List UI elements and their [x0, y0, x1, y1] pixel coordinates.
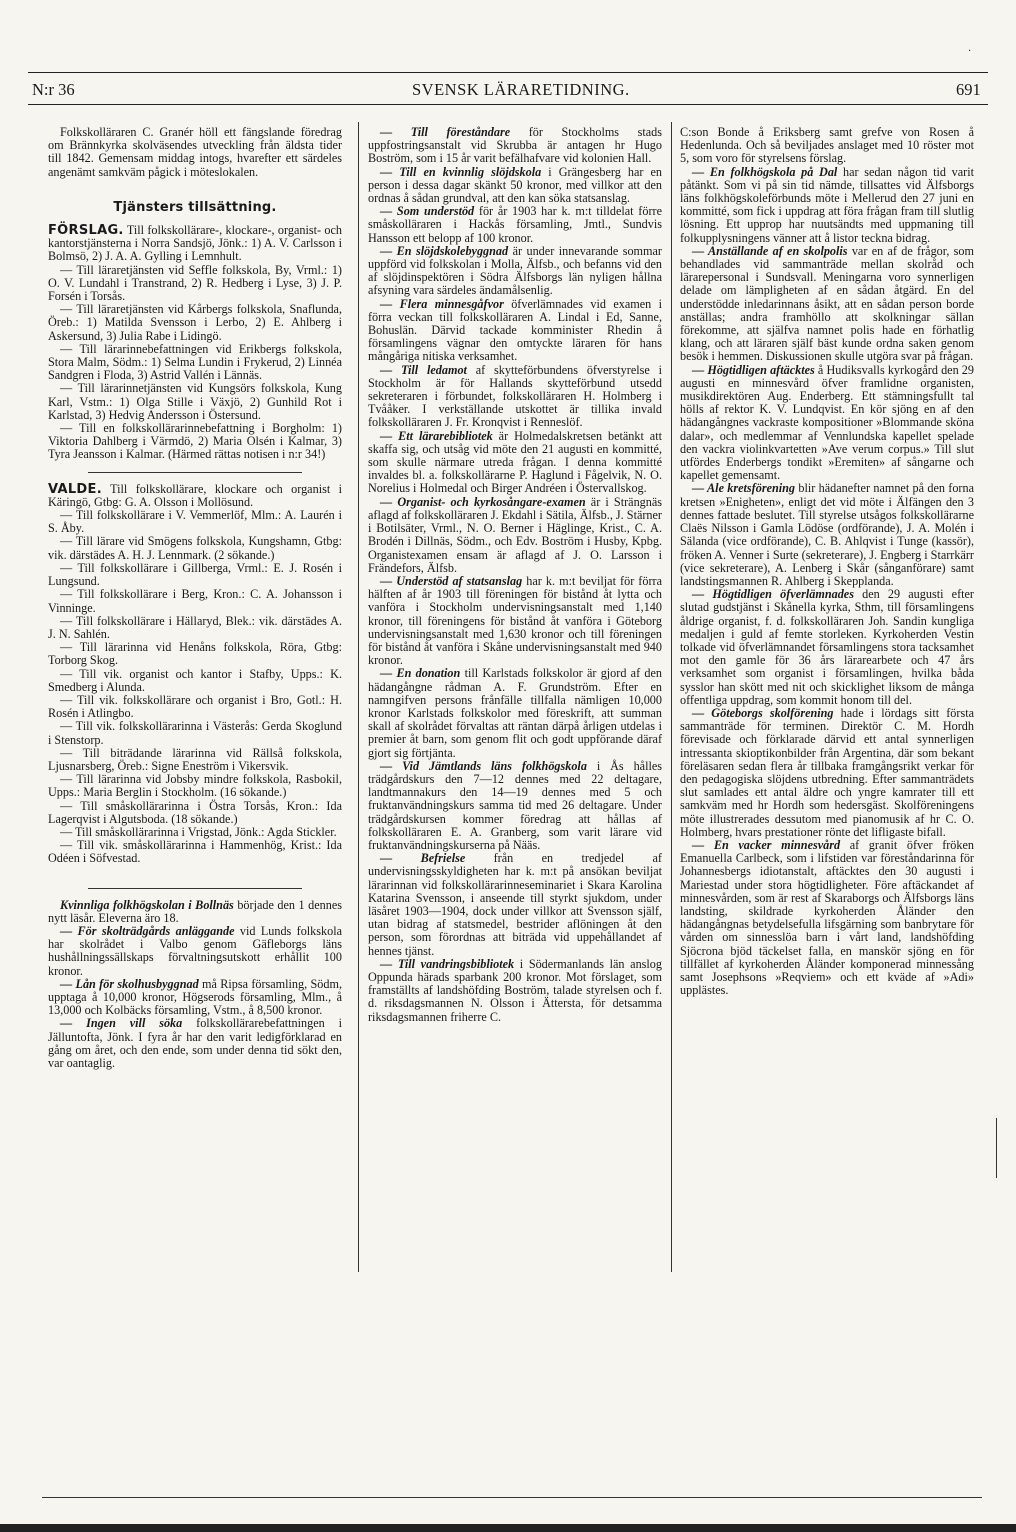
valde-item: — Till folkskollärare i V. Vemmerlöf, Mlm.: A. Laurén i S. Åby.: [48, 508, 342, 536]
notice-paragraph: [368, 667, 662, 759]
forslag-item: — Till läraretjänsten vid Seffle folkskola, By, Vrml.: 1) O. V. Lundahl i Transtrand, 2) R. Hedberg i Lyse, 3) J. P. Forsén i Torsås.: [48, 262, 342, 304]
notice-lead: — Anställande af en skolpolis: [692, 243, 848, 258]
notice-text: var en af de frågor, som behandlades vid sammanträde mellan skolråd och lärarepersonal i Sundsvall. Meningarna voro synnerligen delade om lämpligheten af en sådan åtgärd. En del understödde inledarinnans åsikt, att en sådan person borde anställas; andra framhöllo att skolkningar sällan förekomme, att själfva namnet polis hade en förhatlig klang, och att läraren själf bäst kunde ordna saken genom besök i hemmen. Diskussionen skulle utgöra svar på frågan.: [680, 243, 974, 364]
notice-lead: — Ale kretsförening: [692, 481, 796, 496]
valde-item: — Till vik. småskollärarinna i Hammenhög, Krist.: Ida Odéen i Söfvestad.: [48, 838, 342, 866]
notice-text: vid Lunds folkskola har skolrådet i Valbo genom Gäfleborgs läns hushållningssällskaps förvaltningsutskott erhållit 100 kronor.: [48, 923, 342, 978]
column-divider-1: [358, 122, 359, 1272]
notice-lead: — Högtidligen öfverlämnades: [692, 587, 854, 602]
notice-lead: — Ett lärarebibliotek: [380, 428, 493, 443]
notice-text: i Grängesberg har en person i dessa dagar skänkt 50 kronor, med villkor att den ordnas å sådan grundval, att den kan söka statsanslag.: [368, 164, 663, 206]
notice-text: är Holmedalskretsen betänkt att skaffa sig, och utsåg vid möte den 21 augusti en kommitté, som skulle närmare utreda frågan. I denna kommitté invaldes bl. a. folkskollärarne P. Haglund i Fågelvik, N. O. Norelius i Holmedal och Birger Andréen i Östervallskog.: [368, 428, 662, 496]
notice-lead: — Lån för skolhusbyggnad: [60, 976, 199, 991]
notice-lead: — Till vandringsbibliotek: [380, 956, 515, 971]
notice-text: har sedan någon tid varit påtänkt. Som vi på sin tid nämde, tillsattes vid Älfsborgs läns folkhögskoleförbunds möte i Mellerud den 27 juni en kommitté, som fick i uppdrag att föra frågan fram till slutlig lösning. Ett upprop har nuutsändts med uppmaning till folkupplysningens vänner att å listor teckna bidrag.: [680, 164, 974, 245]
notice-paragraph: [368, 958, 662, 1024]
notice-text: för år 1903 har k. m:t tilldelat förre småskolläraren i Hackås församling, Jmtl., Sundvis Hansson ett belopp af 100 kronor.: [368, 204, 662, 245]
column-1: [48, 126, 342, 1070]
notice-text: är i Strängnäs aflagd af folkskolläraren J. Ekdahl i Sätila, Älfsb., J. Stärner i Botilsäter, Vrml., N. O. Berner i Häglinge, Krist., C. A. Brodén i Dillnäs, Södm., och Edv. Boström i Husby, Kpbg. Organistexamen ensam är aflagd af J. O. Larsson i Frändefors, Älfsb.: [368, 494, 662, 575]
column-2: [368, 126, 662, 1024]
notice-text: från en tredjedel af undervisningsskyldigheten har k. m:t på ansökan beviljat lärarinnan vid folkskollärarinneseminariet i Skara Karolina Katarina Svensson, i anseende till styrkt sjukdom, under läsåret 1903—1904, dock under villkor att Svensson själf, utan bidrag af statsmedel, bestrider aflöningen åt den person, som förordnas att biträda vid uppehållandet af hennes tjänst.: [368, 851, 662, 958]
forslag-item: — Till lärarinnebefattningen vid Erikbergs folkskola, Stora Malm, Södm.: 1) Selma Lundin i Frykerud, 2) Linnéa Sandgren i Floda, 3) Astrid Vallén i Lännäs.: [48, 341, 342, 383]
notice-lead: — Flera minnesgåfvor: [380, 296, 504, 311]
notice-paragraph: [368, 575, 662, 667]
notice-paragraph: [368, 298, 662, 364]
valde-item: — Till vik. folkskollärare och organist i Bro, Gotl.: H. Rosén i Atlingbo.: [48, 692, 342, 721]
valde-item: — Till biträdande lärarinna vid Rällså folkskola, Ljusnarsberg, Öreb.: Signe Eneström i Vikersvik.: [48, 745, 342, 773]
notice-text: C:son Bonde å Eriksberg samt grefve von Rosen å Hedenlunda. Och så beviljades anslaget med 10 röster mot 5, som voro för styrelsens förslag.: [680, 125, 974, 166]
notice-text: är under innevarande sommar uppförd vid folkskolan i Molla, Älfsb., och befanns vid den af slöjdinspektören i Södra Älfsborgs län nyligen hållna afsyning vara särdeles ändamålsenlig.: [368, 243, 662, 298]
forslag-item: — Till läraretjänsten vid Kårbergs folkskola, Snaflunda, Öreb.: 1) Matilda Svensson i Lerbo, 2) E. Ahlberg i Askersund, 3) Julia Rabe i Lidingö.: [48, 302, 342, 343]
notice-paragraph: [48, 925, 342, 978]
forslag-item: Till folkskollärare-, klockare-, organist- och kantorstjänsterna i Norra Sandsjö, Jönk.: 1) A. V. Carlsson i Bolmsö, 2) J. A. A. Gylling i Lemnhult.: [48, 223, 342, 264]
notice-paragraph: [48, 1017, 342, 1070]
notice-paragraph: [368, 166, 662, 206]
notice-lead: — Som understöd: [380, 204, 475, 219]
issue-number: N:r 36: [32, 80, 75, 99]
column-divider-2: [671, 122, 672, 1272]
notice-paragraph: [368, 852, 662, 958]
notice-text: å Hudiksvalls kyrkogård den 29 augusti en minnesvård öfver framlidne organisten, musikdirektören Aug. Enderberg. Ett stämningsfullt tal hölls af rektor K. V. Lundqvist. En kör sjöng en af den hädangångnes vackraste kompositioner »Blommande sköna dalar», och medlemmar af Vennlundska kapellet spelade den vackra violinkvartetten »Ave verum corpus.» Till slut utfördes Enderbergs tondikt »Eremiten» af sångarne och kapellet gemensamt.: [680, 362, 974, 483]
notice-text: började den 1 dennes nytt läsår. Eleverna äro 18.: [48, 897, 342, 925]
notice-lead: — Ingen vill söka: [60, 1016, 183, 1031]
notice-paragraph: [368, 245, 662, 298]
section-divider: [88, 472, 302, 473]
notice-paragraph: [368, 364, 662, 430]
notice-lead: — Göteborgs skolförening: [692, 705, 834, 720]
notice-lead: — En donation: [380, 666, 461, 681]
notice-text: har k. m:t beviljat för förra hälften af år 1903 till föreningen för bistånd åt lytta och vanföra i Stockholm undervisningsanstalt med 1,140 kronor, till föreningens för bistånd åt vanföra i Göteborg undervisningsanstalt med 1,630 kronor och till föreningen för bistånd åt vanföra i Skåne undervisningsanstalt med 940 kronor.: [368, 573, 662, 668]
valde-item: Till folkskollärare, klockare och organist i Käringö, Gtbg: G. A. Olsson i Mollösund.: [48, 481, 342, 509]
valde-item: — Till folkskollärare i Gillberga, Vrml.: E. J. Rosén i Lungsund.: [48, 560, 342, 589]
notice-paragraph: [680, 166, 974, 245]
page-number: 691: [956, 80, 981, 99]
valde-item: — Till småskollärarinna i Östra Torsås, Kron.: Ida Lagerqvist i Algutsboda. (18 sökande.): [48, 798, 342, 826]
valde-item: — Till vik. organist och kantor i Stafby, Upps.: K. Smedberg i Alunda.: [48, 666, 342, 694]
notice-lead: — Understöd af statsanslag: [380, 573, 523, 588]
notice-text: i Ås hålles trädgårdskurs den 7—12 dennes med 22 deltagare, landtmannakurs den 14—19 dennes med 5 och fruktanvändningskurs samma tid med 26 deltagare. Under trädgårdskursen kommer föredrag att hållas af folkskolläraren E. A. Granberg, som varit lärare vid fruktanvändningskurserna på Nääs.: [368, 758, 663, 852]
notice-text: den 29 augusti efter slutad gudstjänst i Skånella kyrka, Sthm, till församlingens åldrige organist, f. d. folkskolläraren Joh. Sandin kungliga medaljen i guld af femte storleken. Kyrkoherden Vestin tolkade vid öfverlämnandet församlingens stora tacksamhet mot den gamle för 36 års lärarearbete och 47 års verksamhet som organist i församlingen, hvilka båda sysslor han skött med nit och skicklighet liksom de många offentliga uppdrag, som kommit honom till del.: [680, 587, 974, 707]
notice-paragraph: [48, 899, 342, 925]
notice-paragraph: [680, 245, 974, 364]
notice-text: af skytteförbundens öfverstyrelse i Stockholm är för Hallands skytteförbund utsedd sekreteraren i förbundet, folkskolläraren H. Holmberg i Tvååker. I verkställande utskottet är tillika invald folkskolläraren J. Fr. Kronqvist i Renneslöf.: [368, 362, 662, 430]
notice-lead: — Högtidligen aftäcktes: [692, 362, 815, 377]
notice-lead: — En folkhögskola på Dal: [692, 164, 838, 179]
notice-lead: — Befrielse: [380, 851, 466, 866]
notice-lead: — Vid Jämtlands läns folkhögskola: [380, 758, 587, 773]
notice-lead: — Till föreståndare: [380, 125, 511, 139]
notice-text: till Karlstads folkskolor är gjord af den hädangångne rådman A. F. Grundström. Efter en namngifven persons frånfälle tillfalla nämligen 10,000 kronor Karlstads folkskolor med föreskrift, att summan skall af skolrådet förvaltas att räntan därpå årligen utdelas i premier åt barn, som genom flit och godt uppförande däraf gjort sig förtjänta.: [368, 666, 662, 760]
valde-keyword: VALDE.: [48, 481, 102, 497]
notice-paragraph: [368, 760, 662, 852]
section-title: Tjänsters tillsättning.: [113, 199, 277, 215]
intro-paragraph: Folkskolläraren C. Granér höll ett fängslande föredrag om Brännkyrka skolväsendes utveckling från äldsta tider till 1842. Gemensam middag intogs, hvarefter ett särdeles angenämt samkväm pågick i möteslokalen.: [48, 125, 342, 179]
forslag-item: — Till lärarinnetjänsten vid Kungsörs folkskola, Kung Karl, Vstm.: 1) Olga Stille i Växjö, 2) Gunhild Rot i Karlstad, 3) Hedvig Andersson i Östersund.: [48, 381, 342, 422]
notice-lead: — Organist- och kyrkosångare-examen: [380, 494, 586, 509]
notice-paragraph: [680, 707, 974, 839]
forslag-keyword: FÖRSLAG.: [48, 223, 124, 239]
valde-item: — Till lärare vid Smögens folkskola, Kungshamn, Gtbg: vik. därstädes A. H. J. Lennmark. (2 sökande.): [48, 534, 342, 562]
notice-paragraph: [680, 588, 974, 707]
margin-line: [996, 1118, 997, 1178]
notice-text: i Södermanlands län anslog Oppunda härads sparbank 200 kronor. Mot förslaget, som framställts af landshöfding Boström, talade styrelsen och f. d. riksdagsmannen N. Olsson i Ättersta, för detsamma riksdagsmannen friherre C.: [368, 956, 662, 1024]
footer-rule: [42, 1497, 982, 1498]
notice-paragraph: [368, 496, 662, 575]
notice-lead: — En vacker minnesvård: [692, 837, 841, 852]
valde-item: — Till folkskollärare i Berg, Kron.: C. A. Johansson i Vinninge.: [48, 587, 342, 615]
notice-paragraph: [680, 482, 974, 588]
notice-lead: Kvinnliga folkhögskolan i Bollnäs: [60, 897, 234, 912]
header-bottom-rule: [28, 104, 988, 105]
valde-item: — Till lärarinna vid Henåns folkskola, Röra, Gtbg: Torborg Skog.: [48, 640, 342, 668]
forslag-paragraph: [48, 224, 342, 264]
page-corner-mark: ·: [968, 46, 972, 57]
notice-paragraph: [48, 978, 342, 1018]
notice-text: af granit öfver fröken Emanuella Carlbeck, som i lifstiden var föreståndarinna för Johannesbergs idiotanstalt, aftäcktes den 30 augusti i Mariestad under stora högtidligheter. Före aftäckandet af minnesvården, som är rest af Skaraborgs och Älfsborgs läns landsting, skildrade kyrkoherden Åländer den hädangångnas betydelsefulla lifsgärning som banbrytare för vården om sinnesslöa barn i vårt land, landshöfding Sjöcrona bjöd täckelset falla, en manskör sjöng en för tillfället af kyrkoherden Åländer komponerad minnessång samt Josephsons »Reqviem» och ett kväde af »Adi» upplästes.: [680, 837, 974, 998]
notice-paragraph: [368, 126, 662, 166]
journal-title: SVENSK LÄRARETIDNING.: [412, 80, 630, 99]
valde-item: — Till folkskollärare i Hällaryd, Blek.: vik. därstädes A. J. N. Sahlén.: [48, 613, 342, 641]
notice-paragraph: [680, 364, 974, 483]
notice-paragraph: [368, 205, 662, 245]
notice-text: för Stockholms stads uppfostringsanstalt vid Skrubba är antagen hr Hugo Boström, som i 15 år varit befälhafvare vid kolonien Hall.: [368, 125, 662, 166]
valde-item: — Till lärarinna vid Jobsby mindre folkskola, Rasbokil, Upps.: Maria Berglin i Stockholm. (16 sökande.): [48, 772, 342, 800]
forslag-item: — Till en folkskollärarinnebefattning i Borgholm: 1) Viktoria Dahlberg i Värmdö, 2) Maria Olsén i Kalmar, 3) Tyra Jeansson i Kalmar. (Härmed rättas notisen i n:r 34!): [48, 421, 342, 462]
notice-text: folkskollärarebefattningen i Jälluntofta, Jönk. I fyra år har den varit ledigförklarad en gång om året, och den ende, som under denna tid sökt den, var oantaglig.: [48, 1016, 342, 1070]
notice-lead: — För skolträdgårds anläggande: [60, 923, 235, 938]
valde-item: — Till småskollärarinna i Vrigstad, Jönk.: Agda Stickler.: [60, 824, 337, 839]
notice-lead: — Till ledamot: [380, 362, 467, 377]
notice-text: må Ripsa församling, Södm, upptaga å 10,000 kronor, Högserods församling, Mlm., å 13,000 och Kolbäcks församling, Vstm., å 8,500 kronor.: [48, 976, 342, 1018]
scan-bottom-edge: [0, 1524, 1016, 1532]
valde-paragraph: [48, 483, 342, 509]
notice-paragraph: [680, 126, 974, 166]
notice-lead: — Till en kvinnlig slöjdskola: [380, 164, 542, 179]
notice-text: hade i lördags sitt första sammanträde för terminen. Direktör C. M. Hordh förevisade och förklarade därvid ett antal synnerligen intressanta skioptikonbilder från Argentina, där som bekant föreläsaren sedan flera år tillbaka framgångsrikt verkar för den pedagogiska slöjdens utbredning. Efter sammanträdets slut samlades ett antal äldre och yngre kamrater till ett samkväm med hr Hordh som hedersgäst. Skolföreningens möte illustrerades dessutom med pianomusik af hr C. O. Holmberg, hvars prestationer rönte det lifligaste bifall.: [680, 705, 974, 839]
column-3: [680, 126, 974, 997]
section-divider: [88, 888, 302, 889]
valde-item: — Till vik. folkskollärarinna i Västerås: Gerda Skoglund i Stenstorp.: [48, 719, 342, 747]
notice-text: blir hädanefter namnet på den forna kretsen »Enigheten», enligt det vid möte i Älfängen den 3 dennes fattade beslutet. Till styrelse utsågos folkskollärarne Claës Nilsson i Gamla Lödöse (ordförande), J. A. Molén i Sälanda (vice ordförande), C. B. Ahlqvist i Tunge (kassör), fröken A. Venner i Surte (sekreterare), J. Engberg i Starrkärr (vice sekreterare), A. Lenberg i Skår (sånganförare) samt landstingsmannen R. Ahlberg i Skepplanda.: [680, 481, 974, 588]
notice-paragraph: [368, 430, 662, 496]
header-top-rule: [28, 72, 988, 73]
notice-lead: — En slöjdskolebyggnad: [380, 243, 509, 258]
notice-text: öfverlämnades vid examen i förra veckan till folkskolläraren A. Lindal i Ed, Sanne, Bohuslän. Därvid tackade komminister Rhedin å församlingens vägnar den omtyckte läraren för hans mångåriga nitiska verksamhet.: [368, 296, 662, 364]
notice-paragraph: [680, 839, 974, 997]
